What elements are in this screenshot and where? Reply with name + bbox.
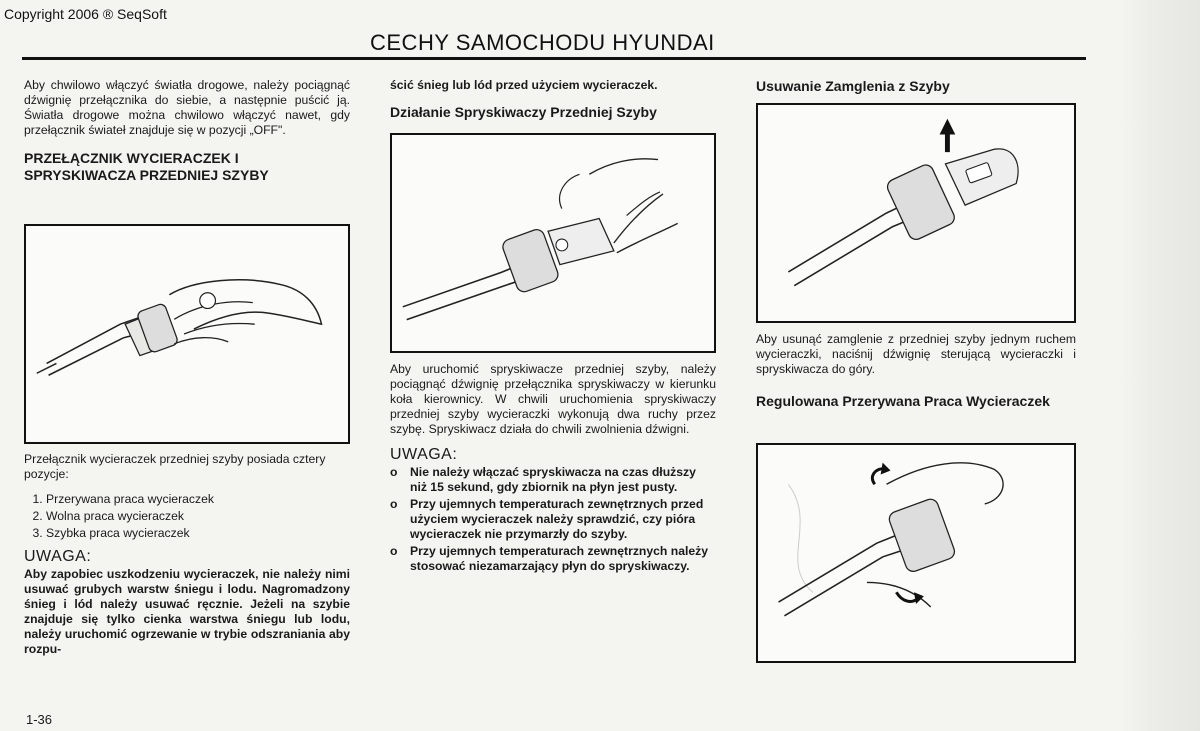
section-heading-wipers: PRZEŁĄCZNIK WYCIERACZEK I SPRYSKIWACZA PRZEDNIEJ SZYBY — [24, 150, 269, 183]
intro-paragraph: Aby chwilowo włączyć światła drogowe, należy pociągnąć dźwignię przełącznika do siebie, a następnie puścić ją. Światła drogowe można chwilowo włączyć nawet, gdy przełącznik świateł znajduje się w pozycji „OFF". — [24, 78, 350, 137]
section-heading-intermittent: Regulowana Przerywana Praca Wycieraczek — [756, 393, 1050, 409]
list-item: 2. Wolna praca wycieraczek — [46, 509, 350, 524]
header-rule — [22, 57, 1086, 60]
list-item: o Nie należy włączać spryskiwacza na czas dłuższy niż 15 sekund, gdy zbiornik na płyn jest pusty. — [390, 465, 696, 494]
figure-caption-defog: Aby usunąć zamglenie z przedniej szyby jednym ruchem wycieraczki, naciśnij dźwignię sterującą wycieraczki i spryskiwacza do góry. — [756, 332, 1076, 376]
column-2-lower — [390, 362, 716, 576]
page-title: CECHY SAMOCHODU HYUNDAI — [370, 30, 715, 55]
warning-heading: UWAGA: — [24, 548, 92, 565]
positions-list — [24, 492, 350, 541]
figure-washer-lever — [390, 133, 716, 353]
bullet-marker: o — [390, 544, 398, 558]
list-item: o Przy ujemnych temperaturach zewnętrznych przed użyciem wycieraczek należy sprawdzić, czy pióra wycieraczek nie przymarzły do szyby. — [390, 497, 704, 541]
column-2 — [390, 78, 716, 121]
copyright-notice: Copyright 2006 ® SeqSoft — [4, 6, 167, 22]
section-heading-defog: Usuwanie Zamglenia z Szyby — [756, 78, 950, 94]
figure-intermittent-control — [756, 443, 1076, 663]
figure-caption-positions: Przełącznik wycieraczek przedniej szyby posiada cztery pozycje: — [24, 452, 326, 481]
figure-caption-washers: Aby uruchomić spryskiwacze przedniej szyby, należy pociągnąć dźwignię przełącznika spryskiwaczy w kierunku koła kierownicy. W chwili uruchomienia spryskiwaczy przedniej szyby wycieraczki wykonują dwa ruchy przez szybę. Spryskiwacz działa do chwili zwolnienia dźwigni. — [390, 362, 716, 436]
figure-defog-lever — [756, 103, 1076, 323]
bullet-marker: o — [390, 497, 398, 511]
column-1 — [24, 78, 350, 184]
continuation-text: ścić śnieg lub lód przed użyciem wycieraczek. — [390, 78, 658, 92]
warnings-list — [390, 465, 716, 574]
list-item: o Przy ujemnych temperaturach zewnętrznych należy stosować niezamarzający płyn do spryskiwaczy. — [390, 544, 709, 573]
column-3-middle — [756, 332, 1076, 410]
column-3 — [756, 78, 1076, 95]
section-heading-washers: Działanie Spryskiwaczy Przedniej Szyby — [390, 104, 657, 120]
wiper-switch-illustration — [26, 226, 348, 442]
bullet-marker: o — [390, 465, 398, 479]
page-edge-shadow — [1120, 0, 1200, 731]
washer-lever-illustration — [392, 135, 714, 351]
page-number: 1-36 — [26, 712, 53, 727]
intermittent-control-illustration — [758, 445, 1074, 661]
column-1-lower — [24, 452, 350, 657]
list-item: 3. Szybka praca wycieraczek — [46, 526, 350, 541]
defog-lever-illustration — [758, 105, 1074, 321]
list-item: 1. Przerywana praca wycieraczek — [46, 492, 350, 507]
figure-wiper-switch — [24, 224, 350, 444]
warning-heading: UWAGA: — [390, 446, 458, 463]
warning-text: Aby zapobiec uszkodzeniu wycieraczek, nie należy nimi usuwać grubych warstw śniegu i lodu. Nagromadzony śnieg i lód należy usuwać ręcznie. Jeżeli na szybie znajduje się tylko cienka warstwa śniegu lub lodu, należy uruchomić ogrzewanie w trybie odszraniania aby rozpu- — [24, 567, 350, 656]
